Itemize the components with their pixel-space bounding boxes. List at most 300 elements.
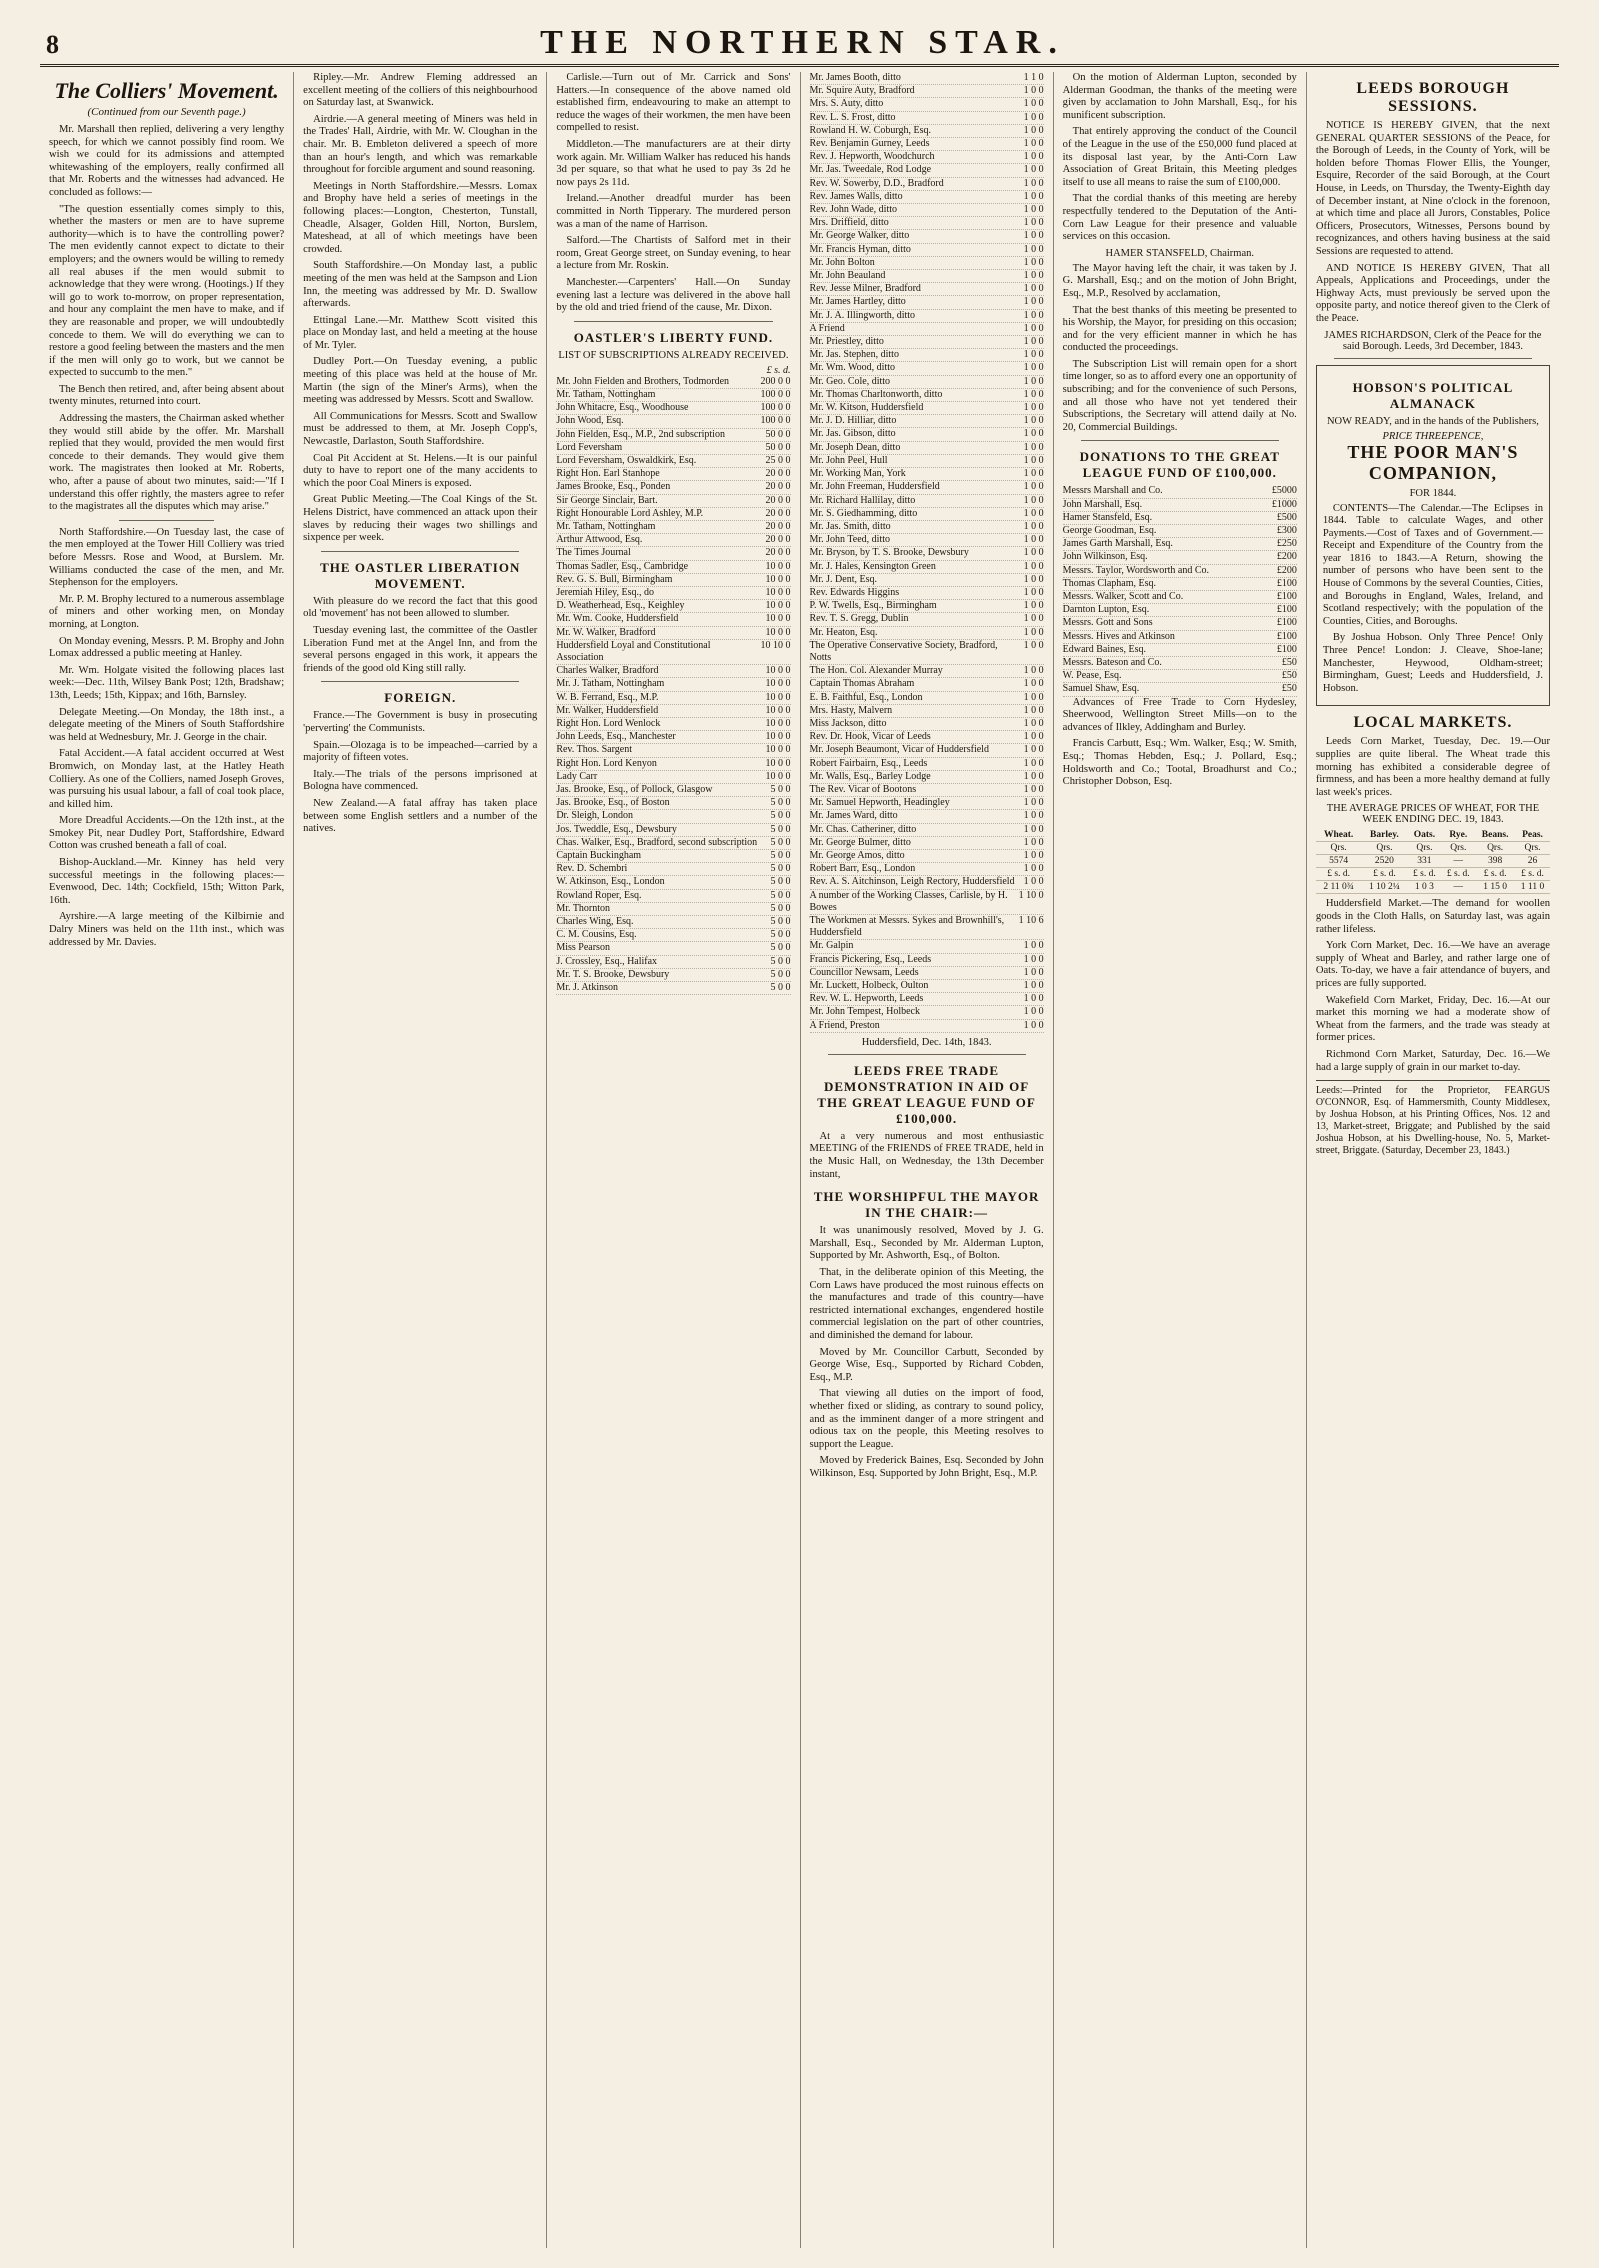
article-paragraph: That viewing all duties on the import of food, whether fixed or sliding, as contrary to sound policy, and as the imminent danger of a more stringent and odious tax on the people, this Meeting resolves to support the League. [809,1388,1044,1450]
grain-table-cell: 1 0 3 [1407,881,1441,894]
subscriber-name: Mr. J. Dent, Esq. [809,573,877,585]
subscription-amount: 1 0 0 [1023,876,1044,888]
subscriber-name: Mr. J. Atkinson [556,982,619,994]
grain-column-header: Oats. [1407,829,1441,842]
grain-table-cell: Qrs. [1316,842,1362,855]
grain-column-header: Rye. [1441,829,1475,842]
subscription-entry [810,283,1044,296]
subscription-amount: 1 0 0 [1023,586,1044,598]
subscription-amount: 1 0 0 [1023,966,1044,978]
subscription-amount: 1 0 0 [1023,678,1044,690]
subscriber-name: Thomas Sadler, Esq., Cambridge [556,560,689,572]
article-paragraph: On Monday evening, Messrs. P. M. Brophy and John Lomax addressed a public meeting at Hanley. [49,635,285,660]
article-paragraph: Spain.—Olozaga is to be impeached—carried by a majority of fifteen votes. [303,739,538,764]
subscription-amount: 50 0 0 [765,441,791,453]
subscription-amount: 1 1 0 [1023,72,1044,83]
subscription-entry [556,916,790,929]
subscription-amount: 20 0 0 [765,507,791,519]
subscription-amount: 1 0 0 [1023,309,1044,321]
almanack-advertisement [1316,365,1550,707]
subscription-amount: 10 0 0 [765,704,791,716]
subscription-entry [556,784,790,797]
subscription-entry [556,574,790,587]
subscription-entry [556,824,790,837]
subscriber-name: Mr. John Beauland [809,270,886,282]
subscription-entry [810,362,1044,375]
subscription-amount: 1 0 0 [1023,534,1044,546]
subscription-entry [810,967,1044,980]
subscription-entry [810,731,1044,744]
columns [40,72,1559,2248]
subscriber-name: John Leeds, Esq., Manchester [556,731,676,743]
subscription-amount: 1 0 0 [1023,124,1044,136]
subscription-amount: 1 0 0 [1023,560,1044,572]
subscriber-name: Mr. Tatham, Nottingham [556,520,656,532]
subscription-entry [810,627,1044,640]
subscription-entry [810,112,1044,125]
subscription-amount: 1 0 0 [1023,454,1044,466]
fund-list-header [556,365,790,376]
article-paragraph: Manchester.—Carpenters' Hall.—On Sunday evening last a lecture was delivered in the above hall by the old and tried friend of the cause, Mr. Dixon. [556,276,791,314]
paper-title: THE NORTHERN STAR. [540,24,1065,61]
article-paragraph: Moved by Mr. Councillor Carbutt, Seconded by George Wise, Esq., Supported by Richard Cobden, Esq., M.P. [809,1346,1044,1383]
subscription-amount: 5 0 0 [770,889,791,901]
subscription-entry [810,455,1044,468]
subscription-entry [556,640,790,665]
subscription-entry [556,429,790,442]
almanack-publishers: By Joshua Hobson. Only Three Pence! Only Three Pence! London: J. Cleave, Shoe-lane; Manchester, Heywood, Oldham-street; Birmingham, Guest; Leeds and Huddersfield, J. Hobson. [1322,632,1543,694]
subscription-amount: 100 0 0 [760,388,791,400]
subscription-amount: 1 0 0 [1023,691,1044,703]
subscription-entry [810,481,1044,494]
subscriber-name: Messrs. Walker, Scott and Co. [1062,591,1184,603]
subscription-amount: 1 0 0 [1023,138,1044,150]
subscription-entry [810,784,1044,797]
grain-table-row [1316,855,1550,868]
subscription-entry [810,296,1044,309]
subscriber-name: Mr. Francis Hyman, ditto [809,243,911,255]
subscription-entry [810,415,1044,428]
subscriber-name: Captain Buckingham [556,850,642,861]
grain-column-header: Beans. [1475,829,1515,842]
subscription-amount: 1 0 0 [1023,402,1044,414]
grain-table-cell: £ s. d. [1316,868,1362,881]
subscription-entry [556,863,790,876]
column-1 [40,72,293,2248]
subscription-amount: 1 0 0 [1023,797,1044,809]
subscription-entry [810,310,1044,323]
subscription-entry [1063,565,1297,578]
subscription-entry [810,810,1044,823]
grain-table-cell: £ s. d. [1475,868,1515,881]
subscription-entry [810,797,1044,810]
grain-table-cell: £ s. d. [1515,868,1550,881]
grain-table-cell: Qrs. [1515,842,1550,855]
subscription-entry [1063,617,1297,630]
subscription-amount: 10 0 0 [765,600,791,612]
subscription-amount: 100 0 0 [760,402,791,414]
divider [828,1054,1026,1055]
market-table-caption: THE AVERAGE PRICES OF WHEAT, FOR THE WEEK ENDING DEC. 19, 1843. [1326,803,1540,826]
heading-oastler-liberation: THE OASTLER LIBERATION MOVEMENT. [320,559,521,591]
subscription-amount: 10 0 0 [765,573,791,585]
almanack-title: THE POOR MAN'S COMPANION, [1347,441,1519,483]
grain-table-cell: 331 [1407,855,1441,868]
subscription-amount: 1 0 0 [1023,665,1044,677]
subscription-entry [556,956,790,969]
subscriber-name: E. B. Faithful, Esq., London [809,691,923,703]
subscription-amount: 5 0 0 [770,929,791,941]
heading-almanack: HOBSON'S POLITICAL ALMANACK [1352,379,1514,411]
subscriber-name: Mr. John Tempest, Holbeck [809,1006,920,1018]
subscriber-name: Mr. Tatham, Nottingham [556,388,656,400]
subscription-entry [810,1020,1044,1033]
subscription-amount: 100 0 0 [760,415,791,427]
fund-dateline: Huddersfield, Dec. 14th, 1843. [861,1036,992,1048]
fund-amount-unit-header: £ s. d. [766,364,791,376]
subscription-entry [810,600,1044,613]
subscription-entry [810,138,1044,151]
article-paragraph: Mr. P. M. Brophy lectured to a numerous assemblage of miners and other working men, on Monday morning, at Longton. [49,593,285,630]
subscription-entry [556,455,790,468]
subscription-entry [556,561,790,574]
subscription-entry [556,758,790,771]
subscription-entry [810,230,1044,243]
subscription-entry [1063,551,1297,564]
subscriber-name: Mr. John Bolton [809,256,875,268]
article-paragraph: That the cordial thanks of this meeting are hereby respectfully tendered to the Deputation of the Anti-Corn Law League for their presence and valuable services on this occasion. [1062,193,1297,243]
grain-table-row [1316,881,1550,894]
subscription-entry [556,797,790,810]
subscriber-name: Mr. Samuel Hepworth, Headingley [809,797,950,809]
heading-local-markets: LOCAL MARKETS. [1353,714,1513,732]
subscriber-name: Rev. Edwards Higgins [809,586,900,598]
subscription-amount: 10 0 0 [765,586,791,598]
article-paragraph: More Dreadful Accidents.—On the 12th inst., at the Smokey Pit, near Dudley Port, Staffordshire, Edward Cotton was crushed beneath a fall of coal. [49,815,285,852]
grain-column-header: Peas. [1515,829,1550,842]
subscription-amount: 1 0 0 [1023,177,1044,189]
subscription-entry [556,903,790,916]
subscriber-name: Rev. John Wade, ditto [809,204,898,216]
article-paragraph: Ayrshire.—A large meeting of the Kilbirnie and Dalry Miners was held on the 11th inst., which was addressed by Mr. Davies. [49,911,285,948]
almanack-year: FOR 1844. [1409,487,1457,499]
subscriber-name: Mr. Priestley, ditto [809,336,884,348]
divider [1081,440,1279,441]
market-report: Leeds Corn Market, Tuesday, Dec. 19.—Our supplies are quite liberal. The Wheat trade this morning has exhibited a considerable degree of firmness, and has been a more healthy demand at fully last week's prices. [1315,736,1550,798]
subscription-amount: 1 0 0 [1023,230,1044,242]
subscription-entry [810,270,1044,283]
donations-list [1063,485,1297,696]
subscription-amount: 10 0 0 [765,626,791,638]
subscription-entry [1063,670,1297,683]
subscriber-name: Mr. Richard Hallilay, ditto [809,494,916,506]
subscriber-name: Mr. George Bulmer, ditto [809,836,911,848]
subscription-amount: 20 0 0 [765,520,791,532]
subscription-amount: 1 0 0 [1023,428,1044,440]
grain-table-cell: Qrs. [1407,842,1441,855]
grain-table-row [1316,842,1550,855]
article-paragraph: Carlisle.—Turn out of Mr. Carrick and Sons' Hatters.—In consequence of the above named old established firm, endeavouring to make an attempt to reduce the wages of their workmen, the men have been compelled to resist. [556,72,791,134]
subscription-amount: 1 0 0 [1023,980,1044,992]
subscription-entry [556,495,790,508]
subscriber-name: Mr. Walls, Esq., Barley Lodge [809,770,931,782]
subscription-amount: 1 0 0 [1023,744,1044,756]
subscription-amount: £100 [1276,617,1297,629]
subscriber-name: Right Honourable Lord Ashley, M.P. [556,507,704,519]
subscriber-name: Rowland H. W. Coburgh, Esq. [809,124,931,136]
subscriber-name: Mr. J. Hales, Kensington Green [809,560,936,572]
heading-mayor-chair: THE WORSHIPFUL THE MAYOR IN THE CHAIR:— [813,1189,1040,1221]
article-paragraph: South Staffordshire.—On Monday last, a public meeting of the men was held at the Sampson and Lion Inn, the meeting was addressed by Mr. D. Swallow afterwards. [303,260,538,310]
subscriber-name: Mr. George Walker, ditto [809,230,910,242]
subscriber-name: Lord Feversham, Oswaldkirk, Esq. [556,454,697,466]
subscriber-name: Mr. John Fielden and Brothers, Todmorden [556,375,730,387]
subscriber-name: The Rev. Vicar of Bootons [809,783,917,795]
grain-table-cell: Qrs. [1475,842,1515,855]
subscription-amount: 5 0 0 [770,916,791,928]
article-paragraph: At a very numerous and most enthusiastic MEETING of the FRIENDS of FREE TRADE, held in the Music Hall, on Wednesday, the 13th December instant, [809,1130,1044,1180]
subscription-amount: 1 0 0 [1023,940,1044,952]
subscription-entry [556,890,790,903]
subscriber-name: Mr. Heaton, Esq. [809,626,878,638]
subscriber-name: A Friend, Preston [809,1019,880,1031]
subscriber-name: Mr. Thomas Charltonworth, ditto [809,388,943,400]
subscriber-name: Mr. W. Kitson, Huddersfield [809,402,924,414]
subscription-entry [810,125,1044,138]
subscription-amount: 10 0 0 [765,691,791,703]
subscription-amount: 1 0 0 [1023,731,1044,743]
subscription-amount: 50 0 0 [765,428,791,440]
subscription-entry [810,468,1044,481]
article-paragraph: That the best thanks of this meeting be presented to his Worship, the Mayor, for presiding on this occasion; and for the very efficient manner in which he has conducted the proceedings. [1062,304,1297,354]
grain-table-cell: 2 11 0¾ [1316,881,1362,894]
subscription-amount: 1 0 0 [1023,296,1044,308]
divider [321,551,519,552]
article-paragraph: All Communications for Messrs. Scott and Swallow must be addressed to them, at Mr. Joseph Copp's, Newcastle, Darlaston, South Staffordshire. [303,410,538,448]
subscription-amount: 1 0 0 [1023,256,1044,268]
subscription-entry [810,521,1044,534]
subscription-amount: 10 0 0 [765,560,791,572]
subscription-entry [810,940,1044,953]
almanack-price: PRICE THREEPENCE, [1382,430,1484,442]
subscriber-name: John Whitacre, Esq., Woodhouse [556,402,689,414]
subscription-amount: 1 0 0 [1023,600,1044,612]
liberty-fund-list-continued [810,72,1044,1033]
grain-table-cell: 398 [1475,855,1515,868]
subscription-amount: 1 0 0 [1023,204,1044,216]
subscription-entry [556,587,790,600]
subscription-amount: 1 0 0 [1023,613,1044,625]
subscription-amount: 5 0 0 [770,836,791,848]
grain-table-cell: £ s. d. [1407,868,1441,881]
subscriber-name: Rev. D. Schembri [556,863,628,875]
divider [119,520,214,521]
subscriber-name: Messrs Marshall and Co. [1062,485,1163,497]
subscriber-name: Chas. Walker, Esq., Bradford, second subscription [556,836,758,848]
subscriber-name: Rev. A. S. Aitchinson, Leigh Rectory, Huddersfield [809,876,1015,888]
subscription-entry [810,428,1044,441]
subscription-entry [810,85,1044,98]
liberty-fund-list [556,376,790,996]
subscription-amount: 1 10 6 [1018,915,1044,926]
grain-table-cell: 1 10 2¼ [1361,881,1407,894]
subscription-amount: £50 [1281,657,1297,669]
subscription-amount: 5 0 0 [770,982,791,994]
article-paragraph: Fatal Accident.—A fatal accident occurred at West Bromwich, on Monday last, at the Hatley Heath Colliery. As one of the Colliers, named Joseph Groves, was pursuing his usual labour, a fall of coal took place, and killed him. [49,748,285,810]
subscriber-name: Robert Barr, Esq., London [809,863,916,875]
market-report: York Corn Market, Dec. 16.—We have an average supply of Wheat and Barley, and rather large one of Oats. To-day, we have a fair attendance of buyers, and prices are fully supported. [1315,940,1550,989]
subscriber-name: Rev. Jesse Milner, Bradford [809,283,921,295]
subscription-amount: 10 10 0 [760,639,791,651]
subscription-entry [810,178,1044,191]
subscription-entry [810,587,1044,600]
subscription-amount: 1 0 0 [1023,217,1044,229]
subscription-entry [556,468,790,481]
divider [574,321,772,322]
article-paragraph: Advances of Free Trade to Corn Hydesley, Sheerwood, Wellington Street Mills—on to the advances of Ilkley, Addingham and Burley. [1062,696,1297,733]
subscription-amount: 1 0 0 [1023,270,1044,282]
subscription-amount: 20 0 0 [765,494,791,506]
subscriber-name: Mr. Bryson, by T. S. Brooke, Dewsbury [809,547,969,559]
subscriber-name: Mrs. Hasty, Malvern [809,704,893,716]
column-3 [546,72,799,2248]
subscription-entry [810,547,1044,560]
subscription-amount: 1 0 0 [1023,164,1044,176]
subscription-amount: 1 0 0 [1023,336,1044,348]
subscription-entry [810,561,1044,574]
subscription-entry [810,98,1044,111]
masthead [40,22,1559,67]
subscription-entry [556,481,790,494]
subscription-amount: 1 0 0 [1023,243,1044,255]
subscription-entry [556,665,790,678]
grain-table-cell: Qrs. [1361,842,1407,855]
subscriber-name: Mr. Joseph Dean, ditto [809,441,901,453]
subscription-entry [1063,512,1297,525]
subscriber-name: Mr. James Ward, ditto [809,810,898,822]
subscription-entry [556,810,790,823]
grain-table-cell: — [1441,881,1475,894]
subscriber-name: Right Hon. Earl Stanhope [556,468,660,480]
subscription-amount: £100 [1276,630,1297,642]
subscription-entry [1063,631,1297,644]
subscription-entry [556,508,790,521]
grain-table-row [1316,868,1550,881]
subscriber-name: Miss Pearson [556,942,610,954]
subscription-amount: £100 [1276,591,1297,603]
grain-table-cell: — [1441,855,1475,868]
subscription-entry [810,758,1044,771]
subscription-entry [810,954,1044,967]
subscriber-name: A Friend [809,322,845,334]
subscriber-name: Francis Pickering, Esq., Leeds [809,953,932,965]
article-paragraph: Salford.—The Chartists of Salford met in their room, Great George street, on Sunday evening, to hear a lecture from Mr. Roskin. [556,235,791,272]
article-paragraph: On the motion of Alderman Lupton, seconded by Alderman Goodman, the thanks of the meeting were given by acclamation to John Marshall, Esq., for his munificent subscription. [1062,72,1297,121]
market-report: Richmond Corn Market, Saturday, Dec. 16.—We had a large supply of grain in our market to-day. [1315,1048,1550,1073]
grain-price-table [1316,829,1550,894]
subscriber-name: Councillor Newsam, Leeds [809,966,919,978]
subscriber-name: Mr. Geo. Cole, ditto [809,375,891,387]
subscription-entry [810,534,1044,547]
subscriber-name: Right Hon. Lord Kenyon [556,757,657,769]
subscription-amount: 1 0 0 [1023,757,1044,769]
subscriber-name: Lord Feversham [556,441,623,453]
article-paragraph: Italy.—The trials of the persons imprisoned at Bologna have commenced. [303,768,538,793]
subscriber-name: Rev. Benjamin Gurney, Leeds [809,138,930,150]
subscriber-name: Rowland Roper, Esq. [556,889,642,901]
subscription-entry [1063,604,1297,617]
article-paragraph: New Zealand.—A fatal affray has taken place between some English settlers and a number of the natives. [303,797,538,835]
subscription-entry [810,72,1044,85]
subscriber-name: Messrs. Bateson and Co. [1062,657,1162,669]
subscription-entry [556,837,790,850]
subscription-entry [556,771,790,784]
subscriber-name: Jeremiah Hiley, Esq., do [556,586,654,598]
grain-table-cell: 1 15 0 [1475,881,1515,894]
subscription-entry [810,244,1044,257]
subscription-entry [556,942,790,955]
grain-column-header: Barley. [1361,829,1407,842]
subscriber-name: George Goodman, Esq. [1062,525,1157,537]
subscription-entry [556,718,790,731]
subscription-amount: £300 [1276,525,1297,537]
subscription-entry [556,521,790,534]
article-paragraph: Middleton.—The manufacturers are at their dirty work again. Mr. William Walker has reduced his hands 3d per square, so that what he used to pay 3s 2d he now pays 2s 11d. [556,138,791,188]
subscription-entry [810,876,1044,889]
grain-table-cell: £ s. d. [1361,868,1407,881]
subscriber-name: Miss Jackson, ditto [809,717,887,729]
clerk-signature: JAMES RICHARDSON, Clerk of the Peace for the said Borough. Leeds, 3rd December, 1843. [1324,329,1542,352]
article-paragraph: The Mayor having left the chair, it was taken by J. G. Marshall, Esq.; and on the motion of John Bright, Esq., M.P., Resolved by acclamation, [1062,262,1297,299]
subscription-entry [810,837,1044,850]
subscriber-name: Messrs. Gott and Sons [1062,617,1153,629]
subscriber-name: W. B. Ferrand, Esq., M.P. [556,691,659,703]
subscription-amount: 20 0 0 [765,534,791,546]
subscription-amount: 1 0 0 [1023,520,1044,532]
subscriber-name: Charles Walker, Bradford [556,665,659,677]
subscriber-name: Mr. John Freeman, Huddersfield [809,481,940,493]
subscription-amount: 1 0 0 [1023,1006,1044,1018]
subscription-entry [810,665,1044,678]
subscriber-name: Huddersfield Loyal and Constitutional Association [556,639,711,663]
article-paragraph: Ettingal Lane.—Mr. Matthew Scott visited this place on Monday last, and held a meeting at the house of Mr. Tyler. [303,314,538,351]
subscriber-name: Mr. John Peel, Hull [809,454,888,466]
subscription-amount: 1 0 0 [1023,468,1044,480]
subscription-amount: 1 0 0 [1023,415,1044,427]
subscription-amount: 1 0 0 [1023,573,1044,585]
newspaper-page [40,22,1559,2250]
subscriber-name: John Wilkinson, Esq. [1062,551,1148,563]
column-2 [293,72,546,2248]
subscription-entry [556,744,790,757]
subscription-amount: 10 0 0 [765,731,791,743]
subscription-entry [810,980,1044,993]
subscription-entry [1063,499,1297,512]
subscriber-name: Sir George Sinclair, Bart. [556,494,658,506]
subscription-amount: 1 0 0 [1023,375,1044,387]
heading-liberty-fund: OASTLER'S LIBERTY FUND. [573,329,774,345]
subscriber-name: Rev. W. Sowerby, D.D., Bradford [809,177,944,189]
subscriber-name: Rev. T. S. Gregg, Dublin [809,613,909,625]
article-paragraph: Coal Pit Accident at St. Helens.—It is our painful duty to have to report one of the many accidents to which the poor Coal Miners is exposed. [303,452,538,489]
subscription-amount: £100 [1276,577,1297,589]
page-number: 8 [46,30,59,59]
subscription-entry [810,890,1044,915]
subscriber-name: Jos. Tweddle, Esq., Dewsbury [556,823,677,835]
subscriber-name: Mr. Walker, Huddersfield [556,704,659,716]
article-paragraph: Airdrie.—A general meeting of Miners was held in the Trades' Hall, Airdrie, with Mr. W. Cloughan in the chair. Mr. B. Embleton delivered a speech of more than an hour's length, and which was remarkable throughout for forcible argument and sound reasoning. [303,113,538,176]
article-paragraph: Addressing the masters, the Chairman asked whether they would still abide by the offer. Mr. Marshall replied that they would, provided the men would first concede to their demands. They would give them work. The magistrates then looked at Mr. Roberts, who, after a pause of about two minutes, said:—"If I understand this offer rightly, the masters agree to refer to the magistrates all the disputes which may arise." [49,413,285,513]
